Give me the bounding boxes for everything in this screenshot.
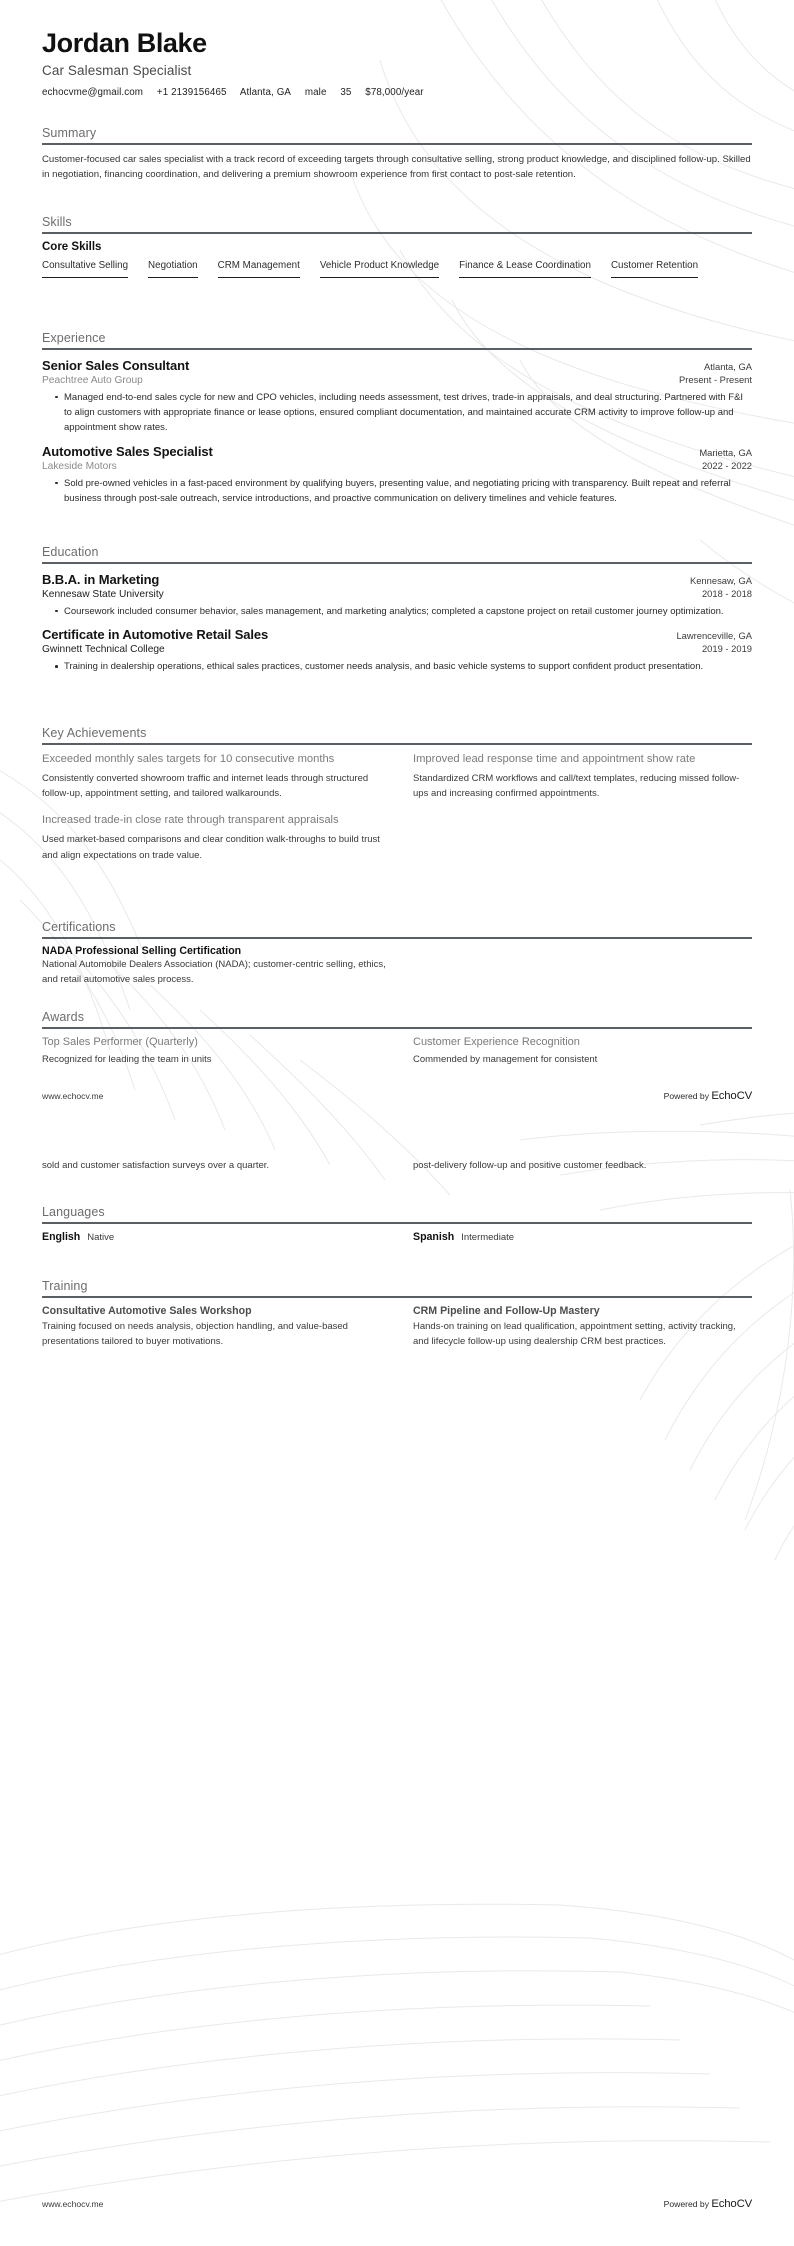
bullet-item: Coursework included consumer behavior, sales management, and marketing analytics; completed a capstone project on retail customer journey optimization. (55, 604, 752, 619)
experience-organization: Lakeside Motors (42, 460, 117, 472)
achievement-item (42, 813, 381, 863)
education-location: Kennesaw, GA (689, 574, 752, 586)
language-level: Intermediate (461, 1231, 515, 1243)
contact-line (42, 87, 752, 98)
experience-location: Atlanta, GA (704, 360, 752, 372)
award-item (413, 1036, 752, 1067)
experience-bullets (42, 476, 752, 507)
training-title: CRM Pipeline and Follow-Up Mastery (413, 1304, 600, 1317)
training-item (42, 1305, 381, 1350)
bullet-item: Managed end-to-end sales cycle for new and CPO vehicles, including needs assessment, test drives, trade-in appraisals, and deal structuring. Partnered with F&I to align customers with appropriate finance or lease options, ensured compliant documentation, and maintained accurate CRM activity to improve follow-up and appointment show rates. (55, 390, 752, 436)
section-certifications (0, 920, 794, 987)
section-heading-certifications: Certifications (42, 920, 116, 934)
experience-title: Senior Sales Consultant (42, 357, 190, 373)
section-heading-summary: Summary (42, 126, 97, 140)
training-description: Training focused on needs analysis, objection handling, and value-based presentations tailored to buyer motivations. (42, 1320, 348, 1347)
footer-brand (664, 1090, 752, 1102)
certification-item (42, 945, 752, 988)
certification-title: NADA Professional Selling Certification (42, 944, 242, 957)
achievement-description: Consistently converted showroom traffic and internet leads through structured follow-up, appointment setting, and tailored walkarounds. (42, 772, 369, 799)
skill-item: CRM Management (218, 260, 300, 278)
training-item (413, 1305, 752, 1350)
footer-url[interactable]: www.echocv.me (42, 1091, 104, 1101)
award-description-part1: Commended by management for consistent (413, 1053, 598, 1065)
section-awards (0, 1010, 794, 1067)
award-description-part2: sold and customer satisfaction surveys over a quarter. (42, 1160, 270, 1171)
education-entry (42, 572, 752, 619)
experience-bullets (42, 390, 752, 436)
education-bullets (42, 659, 752, 674)
achievements-column-left (42, 752, 381, 875)
achievement-title: Improved lead response time and appointment show rate (413, 752, 696, 765)
contact-location: Atlanta, GA (239, 87, 292, 99)
bullet-item: Training in dealership operations, ethical sales practices, customer needs analysis, and basic vehicle systems to support confident product presentation. (55, 659, 752, 674)
section-heading-experience: Experience (42, 331, 106, 345)
section-divider (42, 937, 752, 939)
footer-url[interactable]: www.echocv.me (42, 2199, 104, 2209)
education-location: Lawrenceville, GA (676, 629, 752, 641)
key-achievements-grid (42, 752, 752, 875)
summary-text: Customer-focused car sales specialist with a track record of exceeding targets through consultative selling, strong product knowledge, and disciplined follow-up. Skilled in negotiation, financing coordination, and delivering a premium showroom experience from first contact to post-sale retention. (42, 153, 751, 181)
awards-grid (42, 1036, 752, 1067)
skill-item: Negotiation (148, 260, 198, 278)
award-title: Top Sales Performer (Quarterly) (42, 1035, 198, 1048)
education-entry (42, 627, 752, 674)
footer-brand-name: EchoCV (711, 1090, 752, 1102)
section-heading-education: Education (42, 545, 99, 559)
footer-powered-by-label: Powered by (663, 1091, 710, 1101)
experience-dates: 2022 - 2022 (701, 459, 752, 471)
language-item (42, 1231, 381, 1243)
experience-dates: Present - Present (679, 373, 752, 385)
achievement-item (413, 752, 752, 802)
education-dates: 2018 - 2018 (701, 587, 752, 599)
education-title: Certificate in Automotive Retail Sales (42, 626, 269, 642)
section-heading-languages: Languages (42, 1205, 105, 1219)
language-name: Spanish (413, 1230, 455, 1243)
section-divider (42, 1296, 752, 1298)
contact-email: echocvme@gmail.com (42, 87, 144, 99)
achievements-column-right (413, 752, 752, 875)
training-title: Consultative Automotive Sales Workshop (42, 1304, 252, 1317)
section-skills (0, 215, 794, 278)
award-description-part1: Recognized for leading the team in units (42, 1053, 212, 1065)
section-heading-awards: Awards (42, 1010, 85, 1024)
achievement-title: Exceeded monthly sales targets for 10 consecutive months (42, 752, 335, 765)
section-heading-skills: Skills (42, 215, 72, 229)
skill-item: Vehicle Product Knowledge (320, 260, 439, 278)
awards-continuation-grid (42, 1158, 752, 1173)
education-organization: Kennesaw State University (42, 588, 164, 600)
page-title: Jordan Blake (42, 28, 207, 58)
skill-item: Customer Retention (611, 260, 698, 278)
section-heading-key-achievements: Key Achievements (42, 726, 147, 740)
section-divider (42, 1027, 752, 1029)
training-grid (42, 1305, 752, 1350)
section-languages (0, 1205, 794, 1243)
section-training (0, 1279, 794, 1349)
certification-description: National Automobile Dealers Association (NADA); customer-centric selling, ethics, and retail automotive sales process. (42, 958, 386, 985)
languages-grid (42, 1231, 752, 1243)
achievement-description: Standardized CRM workflows and call/text templates, reducing missed follow-ups and increasing confirmed appointments. (413, 772, 740, 799)
language-item (413, 1231, 752, 1243)
experience-organization: Peachtree Auto Group (42, 374, 143, 386)
contact-age: 35 (340, 87, 352, 99)
experience-entry (42, 444, 752, 507)
section-divider (42, 1222, 752, 1224)
skill-item: Finance & Lease Coordination (459, 260, 591, 278)
section-divider (42, 143, 752, 145)
education-bullets (42, 604, 752, 619)
achievement-title: Increased trade-in close rate through transparent appraisals (42, 814, 339, 827)
award-title: Customer Experience Recognition (413, 1035, 580, 1048)
education-dates: 2019 - 2019 (701, 642, 752, 654)
section-divider (42, 348, 752, 350)
section-heading-training: Training (42, 1279, 88, 1293)
section-divider (42, 562, 752, 564)
section-summary (0, 126, 794, 183)
training-description: Hands-on training on lead qualification, appointment setting, activity tracking, and lifecycle follow-up using dealership CRM best practices. (413, 1320, 736, 1347)
experience-title: Automotive Sales Specialist (42, 443, 213, 459)
page-footer (0, 2198, 794, 2210)
resume-header (0, 28, 794, 98)
education-organization: Gwinnett Technical College (42, 643, 165, 655)
section-experience (0, 331, 794, 506)
contact-phone: +1 2139156465 (156, 87, 227, 99)
skills-group-name: Core Skills (42, 240, 102, 253)
footer-brand (664, 2198, 752, 2210)
skill-list (42, 260, 752, 278)
section-divider (42, 743, 752, 745)
award-item (42, 1036, 381, 1067)
footer-brand-name: EchoCV (711, 2198, 752, 2210)
job-title: Car Salesman Specialist (42, 63, 192, 79)
language-level: Native (87, 1231, 115, 1243)
experience-location: Marietta, GA (699, 446, 752, 458)
page-footer (0, 1090, 794, 1102)
contact-gender: male (304, 87, 327, 99)
education-title: B.B.A. in Marketing (42, 571, 160, 587)
achievement-description: Used market-based comparisons and clear condition walk-throughs to build trust and align expectations on trade value. (42, 834, 380, 861)
bullet-item: Sold pre-owned vehicles in a fast-paced environment by qualifying buyers, presenting value, and negotiating pricing with transparency. Built repeat and referral business through post-sale outreach, service introductions, and proactive communication on delivery timelines and vehicle features. (55, 476, 752, 507)
language-name: English (42, 1230, 81, 1243)
footer-powered-by-label: Powered by (663, 2199, 710, 2209)
section-divider (42, 232, 752, 234)
contact-salary: $78,000/year (365, 87, 424, 99)
section-key-achievements (0, 726, 794, 875)
skill-item: Consultative Selling (42, 260, 128, 278)
awards-continuation (0, 1158, 794, 1173)
experience-entry (42, 358, 752, 436)
achievement-item (42, 752, 381, 802)
section-education (0, 545, 794, 674)
award-description-part2: post-delivery follow-up and positive customer feedback. (413, 1160, 647, 1171)
